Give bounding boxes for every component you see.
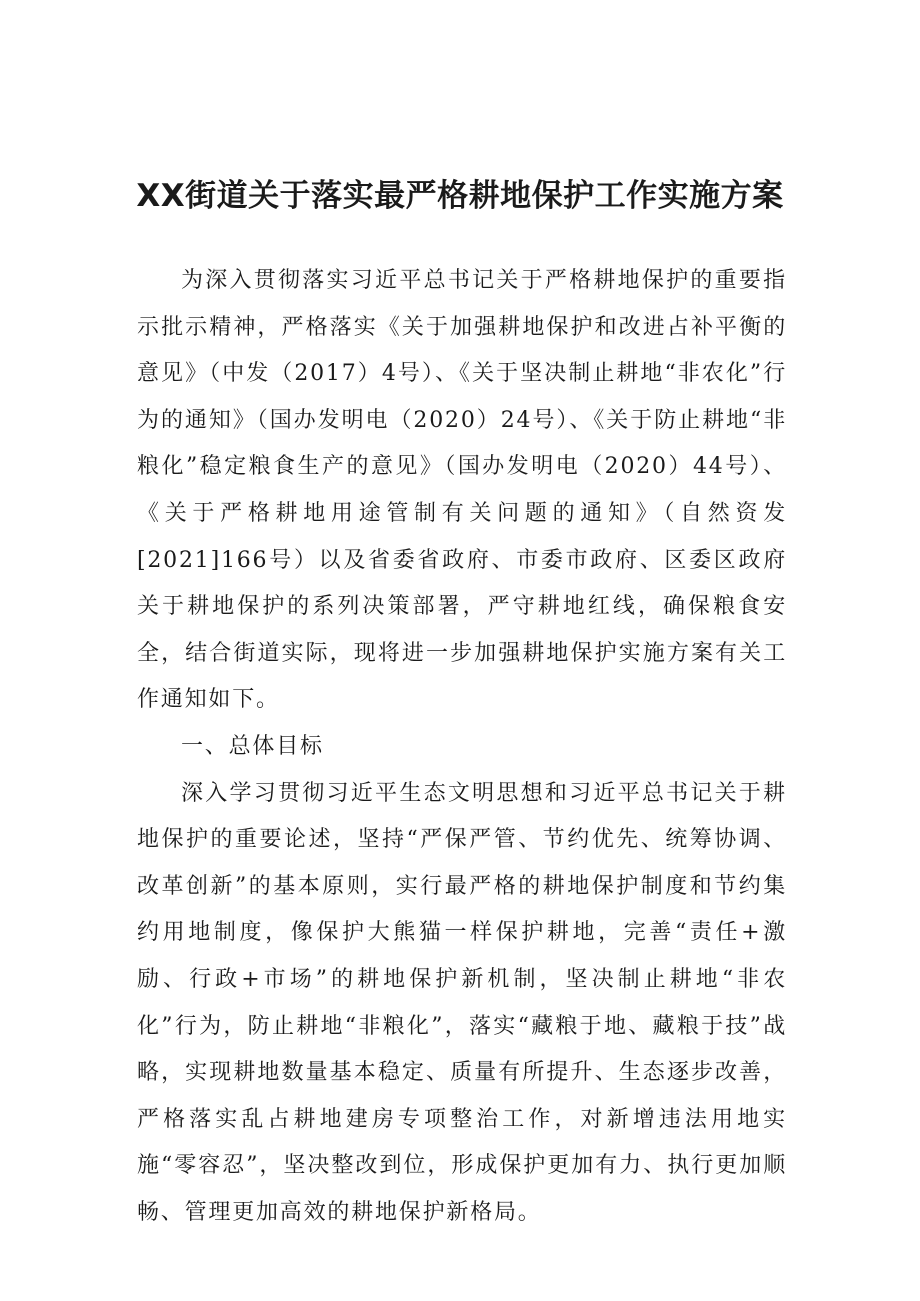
section-heading-overall-goal: 一、总体目标 xyxy=(181,733,324,759)
document-body xyxy=(137,258,787,1236)
intro-paragraph: 为深入贯彻落实习近平总书记关于严格耕地保护的重要指示批示精神，严格落实《关于加强耕地保护和改进占补平衡的意见》（中发（2017）4号）、《关于坚决制止耕地“非农化”行为的通知》（国办发明电（2020）24号）、《关于防止耕地“非粮化”稳定粮食生产的意见》（国办发明电（2020）44号）、《关于严格耕地用途管制有关问题的通知》（自然资发[2021]166号）以及省委省政府、市委市政府、区委区政府关于耕地保护的系列决策部署，严守耕地红线，确保粮食安全，结合街道实际，现将进一步加强耕地保护实施方案有关工作通知如下。 xyxy=(137,268,787,713)
document-title: XX街道关于落实最严格耕地保护工作实施方案 xyxy=(136,178,784,214)
overall-goal-paragraph: 深入学习贯彻习近平生态文明思想和习近平总书记关于耕地保护的重要论述，坚持“严保严管、节约优先、统筹协调、改革创新”的基本原则，实行最严格的耕地保护制度和节约集约用地制度，像保护大熊猫一样保护耕地，完善“责任+激励、行政+市场”的耕地保护新机制，坚决制止耕地“非农化”行为，防止耕地“非粮化”，落实“藏粮于地、藏粮于技”战略，实现耕地数量基本稳定、质量有所提升、生态逐步改善，严格落实乱占耕地建房专项整治工作，对新增违法用地实施“零容忍”，坚决整改到位，形成保护更加有力、执行更加顺畅、管理更加高效的耕地保护新格局。 xyxy=(137,780,787,1225)
